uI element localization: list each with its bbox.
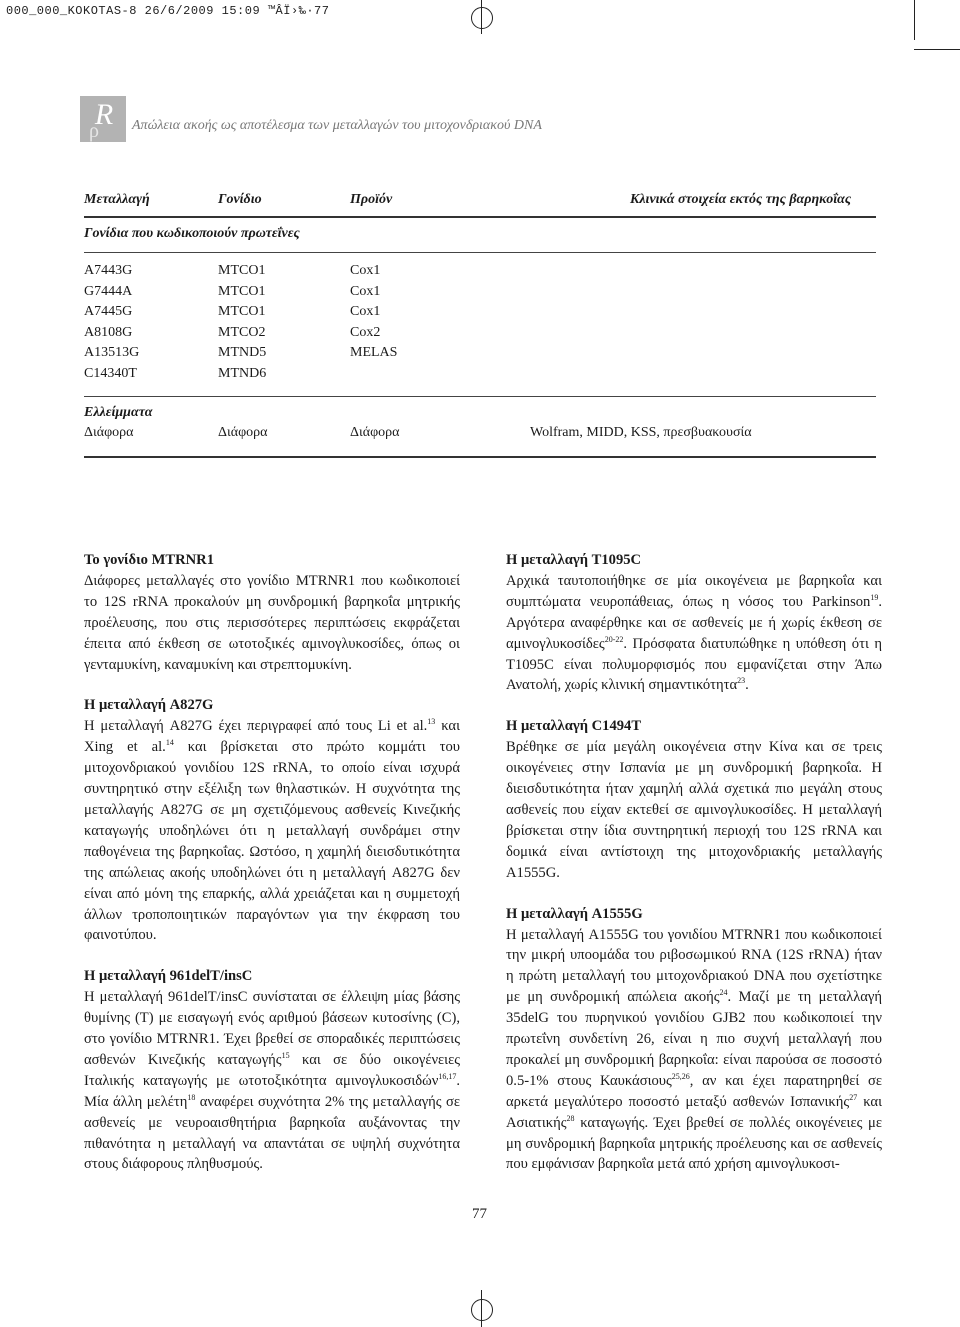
table-cell: MTCO1 [218,304,266,319]
table-cell: G7444A [84,283,133,299]
section-heading: Η μεταλλαγή T1095C [506,552,642,568]
citation: 27 [849,1092,858,1102]
table-cell: MELAS [350,345,398,360]
table-row [84,302,876,323]
citation: 16,17 [438,1071,457,1081]
table-cell [530,261,876,282]
table-section-label: Ελλείμματα [84,405,153,420]
citation: 20-22 [604,634,624,644]
table-cell: Διάφορα [84,425,134,440]
citation: 25,26 [671,1071,690,1081]
table-row [84,343,876,364]
section-heading: Η μεταλλαγή A827G [84,697,214,714]
table-cell [530,323,876,344]
table-cell: A7445G [84,304,133,319]
table-cell: A8108G [84,324,133,340]
table-rule [84,456,876,458]
crop-mark-top-right [900,0,960,60]
left-column [84,550,460,1175]
section-heading: Η μεταλλαγή A1555G [506,905,643,922]
citation: 24 [719,988,728,998]
table-cell: MTND6 [218,365,267,381]
right-column [506,550,882,1175]
section-heading: Η μεταλλαγή 961delT/insC [84,968,253,985]
table-cell: Cox2 [350,324,381,340]
paragraph: Διάφορες μεταλλαγές στο γονίδιο MTRNR1 που κωδικοποιεί το 12S rRNA προκαλούν μη συνδρομική βαρηκοΐα μητρικής προέλευσης, που στις περισσότερες περιπτώσεις εκφράζεται έπειτα από έκθεση σε ωτοτοξικές αμινογλυκοσίδες, όπως οι γενταμυκίνη, καναμυκίνη και στρεπτομυκίνη. [84,572,460,673]
table-row [84,364,876,385]
table-cell [350,364,530,385]
table-row [84,282,876,303]
section-heading: Η μεταλλαγή C1494T [506,718,642,735]
table-section-label: Γονίδια που κωδικοποιούν πρωτεΐνες [84,226,300,241]
table-row [84,261,876,282]
section-heading: Το γονίδιο MTRNR1 [84,552,214,568]
table-header-row [84,188,876,216]
citation: 18 [187,1092,196,1102]
table-cell [530,282,876,303]
table-cell: A13513G [84,345,140,360]
journal-logo [80,96,126,142]
printer-slug: 000_000_KOKOTAS-8 26/6/2009 15:09 ™ÂÏ›‰·77 [6,4,330,18]
header-clinical: Κλινικά στοιχεία εκτός της βαρηκοΐας [630,192,852,207]
paragraph: Η μεταλλαγή A827G έχει περιγραφεί από τους Li et al.$^{13}$ και Xing et al.$^{14}$ και βρίσκεται στο πρώτο κομμάτι του μιτοχονδριακού γονιδίου 12S rRNA, το οποίο είναι ισχυρά συντηρητικό στην εξέλιξη των θηλαστικών. Η συχνότητα της μεταλλαγής A827G σε μη σχετιζόμενους ασθενείς Κινεζικής καταγωγής υποδηλώνει ότι η μεταλλαγή συνδράμει στην παθογένεια της βαρηκοΐας. Ωστόσο, η χαμηλή διεισδυτικότητα της απώλειας ακοής υποδηλώνει ότι η μεταλλαγή A827G δεν είναι από μόνη της επαρκής, αλλά χρειάζεται και η συμμετοχή άλλων τροποποιητικών παραγόντων για την έκφραση του φαινοτύπου. [84,717,460,944]
citation: 23 [737,676,746,686]
table-cell [530,302,876,323]
paragraph: Η μεταλλαγή A1555G του γονιδίου MTRNR1 που κωδικοποιεί την μικρή υποομάδα του ριβοσωμικού RNA (12S rRNA) ήταν η πρώτη μεταλλαγή του μιτοχονδριακού DNA που σχετίστηκε με μη συνδρομική απώλεια ακοής$^{24}$. Μαζί με τη μεταλλαγή 35delG του πυρηνικού γονιδίου GJB2 που κωδικοποιεί την πρωτεΐνη συνδετίνη 26, είναι η πιο συχνή μεταλλαγή που προκαλεί μη συνδρομική βαρηκοΐα: είναι παρούσα σε ποσοστό 0.5-1% στους Καυκάσιους$^{25,26}$, αν και έχει παρατηρηθεί σε αρκετά μεγαλύτερο ποσοστό μεταξύ ασθενών Ισπανικής$^{27}$ και Ασιατικής$^{28}$ καταγωγής. Έχει βρεθεί σε πολλές οικογένειες με μη συνδρομική βαρηκοΐα μητρικής προέλευσης και σε ασθενείς που εμφάνισαν βαρηκοΐα μετά από χρήση αμινογλυκοσι- [506,926,883,1173]
table-cell [530,343,876,364]
table-body [84,253,876,396]
header-mutation: Μεταλλαγή [84,192,150,207]
table-cell: MTND5 [218,345,267,360]
svg-text:ρ: ρ [89,120,99,142]
table-cell: Cox1 [350,304,381,319]
citation: 14 [165,738,174,748]
table-cell: MTCO2 [218,324,266,340]
mutation-table [84,188,876,458]
table-cell: Cox1 [350,263,381,278]
running-header: Απώλεια ακοής ως αποτέλεσμα των μεταλλαγών του μιτοχονδριακού DNA [132,118,542,133]
table-cell: Cox1 [350,283,381,299]
table-row [84,423,876,456]
table-cell [530,364,876,385]
crop-mark-bottom [462,1290,502,1327]
paragraph: Η μεταλλαγή 961delT/insC συνίσταται σε έλλειψη μίας βάσης θυμίνης (T) με εισαγωγή ενός αριθμού βάσεων κυτοσίνης (C), στο γονίδιο MTRNR1. Έχει βρεθεί σε σποραδικές περιπτώσεις ασθενών Κινεζικής καταγωγής$^{15}$ και σε δύο οικογένειες Ιταλικής καταγωγής με ωτοτοξικότητα αμινογλυκοσιδών$^{16,17}$. Μία άλλη μελέτη$^{18}$ αναφέρει συχνότητα 2% της μεταλλαγής σε ασθενείς με νευροαισθητήρια βαρηκοΐα αυξάνοντας την πιθανότητα η μεταλλαγή να απαντάται σε υψηλή συχνότητα στους διάφορους πληθυσμούς. [84,989,461,1173]
citation: 28 [566,1113,575,1123]
citation: 15 [281,1051,290,1061]
table-cell: Διάφορα [350,425,400,440]
table-cell: Wolfram, MIDD, KSS, πρεσβυακουσία [530,425,752,440]
table-cell: MTCO1 [218,283,266,299]
table-row [84,323,876,344]
table-cell: A7443G [84,263,133,278]
citation: 13 [427,717,436,727]
table-cell: MTCO1 [218,263,266,278]
table-cell: Διάφορα [218,425,268,440]
citation: 19 [870,592,879,602]
svg-text:R: R [94,98,114,131]
header-product: Προϊόν [350,192,393,207]
page-number: 77 [472,1206,487,1222]
table-cell: C14340T [84,365,137,381]
paragraph: Αρχικά ταυτοποιήθηκε σε μία οικογένεια με βαρηκοΐα και συμπτώματα νευροπάθειας, όπως η νόσος του Parkinson$^{19}$. Αργότερα αναφέρθηκε και σε ασθενείς με ή χωρίς έκθεση σε αμινογλυκοσίδες$^{20-22}$. Πρόσφατα διατυπώθηκε η υπόθεση ότι η T1095C είναι πολυμορφισμός που εμφανίζεται στην Άπω Ανατολή, χωρίς κλινική σημαντικότητα$^{23}$. [506,572,882,694]
paragraph: Βρέθηκε σε μία μεγάλη οικογένεια στην Κίνα και σε τρεις οικογένειες στην Ισπανία με μη συνδρομική βαρηκοΐα. Η διεισδυτικότητα ήταν χαμηλή αλλά σχετικά πιο μεγάλη στους ασθενείς που είχαν εκτεθεί σε αμινογλυκοσίδες. Η μεταλλαγή βρίσκεται στην ίδια συντηρητική περιοχή του 12S rRNA και δομικά είναι αντίστοιχη της μιτοχονδριακής μεταλλαγής A1555G. [506,739,882,881]
header-gene: Γονίδιο [218,192,262,207]
crop-mark-top [462,0,502,34]
